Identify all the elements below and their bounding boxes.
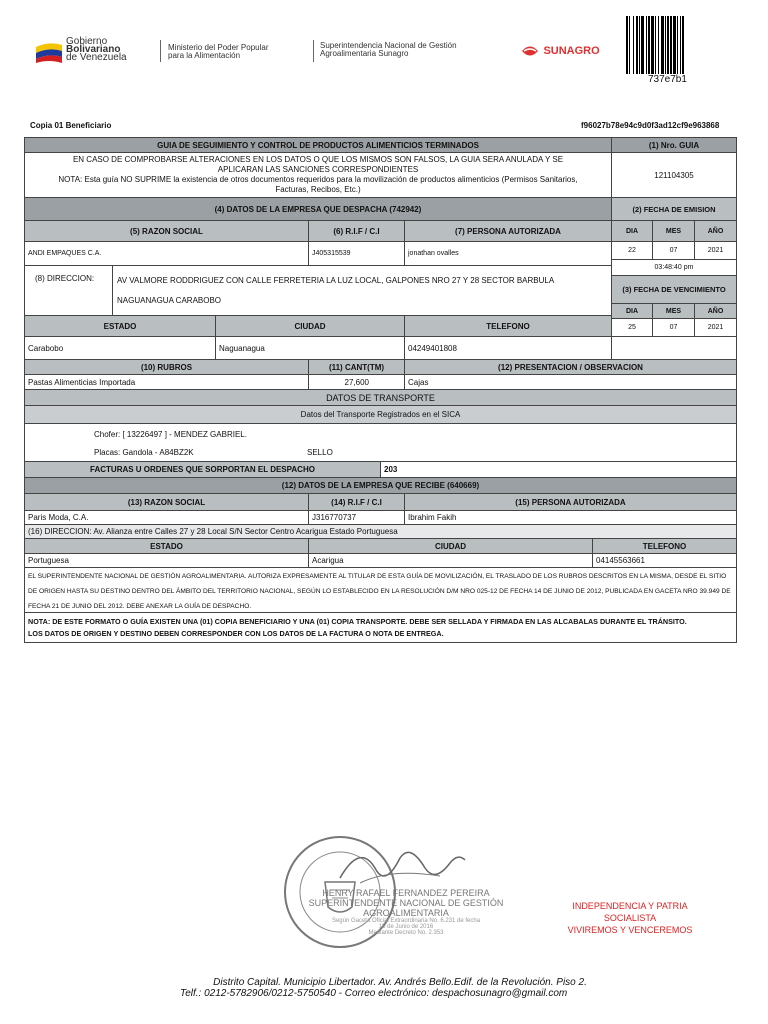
product-presentacion: Cajas bbox=[404, 374, 737, 390]
gov-line2: Bolivariano bbox=[66, 44, 121, 55]
sender-persona: jonathan ovalles bbox=[404, 241, 612, 266]
barcode-bar bbox=[673, 16, 676, 74]
guide-warning: EN CASO DE COMPROBARSE ALTERACIONES EN LOS DATOS O QUE LOS MISMOS SON FALSOS, LA GUIA SERA ANULADA Y SE APLICARAN LAS SANCIONES CORRESPONDIENTES bbox=[72, 155, 564, 174]
expiry-mes-label: MES bbox=[652, 303, 695, 319]
slogan-line3: VIVIREMOS Y VENCEREMOS bbox=[567, 925, 693, 935]
estado-label: ESTADO bbox=[24, 315, 216, 337]
rubros-label: (10) RUBROS bbox=[24, 359, 309, 375]
persona-label: (7) PERSONA AUTORIZADA bbox=[404, 220, 612, 242]
gaceta-line3: Mediante Decreto No. 2.353 bbox=[368, 930, 444, 936]
product-cant: 27,600 bbox=[308, 374, 405, 390]
gaceta-line2: 15 de Junio de 2016 bbox=[378, 924, 434, 930]
barcode-text: 737e7b1 bbox=[648, 74, 687, 85]
sender-direccion-line1: AV VALMORE RODDRIGUEZ CON CALLE FERRETERIA LA LUZ LOCAL, GALPONES NRO 27 Y 28 SECTOR BARBULA bbox=[117, 275, 555, 285]
signatory-title2: AGROALIMENTARIA bbox=[363, 908, 449, 918]
expiry-dia: 25 bbox=[611, 318, 653, 337]
receiver-estado-label: ESTADO bbox=[24, 538, 309, 554]
sender-razon: ANDI EMPAQUES C.A. bbox=[24, 241, 309, 266]
barcode-bar bbox=[680, 16, 681, 74]
barcode-bar bbox=[677, 16, 678, 74]
signature-block bbox=[296, 888, 516, 936]
barcode-bar bbox=[655, 16, 656, 74]
barcode-bar bbox=[658, 16, 659, 74]
barcode-bar bbox=[629, 16, 630, 74]
sender-rif: J405315539 bbox=[308, 241, 405, 266]
receiver-rif-label: (14) R.I.F / C.I bbox=[308, 493, 405, 511]
divider bbox=[160, 40, 161, 62]
emission-mes-label: MES bbox=[652, 220, 695, 242]
sunagro-logo bbox=[521, 42, 600, 60]
direccion-box bbox=[112, 265, 612, 316]
emission-dia-label: DIA bbox=[611, 220, 653, 242]
transport-placas: Placas: Gandola - A84BZ2K bbox=[94, 448, 194, 457]
gov-line3: de Venezuela bbox=[66, 52, 127, 63]
barcode-bar bbox=[639, 16, 640, 74]
barcode bbox=[626, 16, 736, 74]
superint-line2: Agroalimentaria Sunagro bbox=[320, 49, 409, 58]
gov-line1: Gobierno bbox=[66, 36, 108, 47]
barcode-bar bbox=[636, 16, 638, 74]
cant-label: (11) CANT(TM) bbox=[308, 359, 405, 375]
sunagro-leaf-icon bbox=[521, 44, 539, 58]
slogan-line2: SOCIALISTA bbox=[603, 913, 657, 923]
facturas-value: 203 bbox=[380, 461, 737, 478]
receiver-persona: Ibrahim Fakih bbox=[404, 510, 737, 525]
receiver-persona-label: (15) PERSONA AUTORIZADA bbox=[404, 493, 737, 511]
barcode-bar bbox=[641, 16, 644, 74]
receiver-ciudad-label: CIUDAD bbox=[308, 538, 593, 554]
footer-line2: Telf.: 0212-5782906/0212-5750540 - Correo electrónico: despachosunagro@gmail.com bbox=[180, 988, 568, 999]
direccion-label: (8) DIRECCION: bbox=[24, 265, 113, 316]
document-hash: f96027b78e94c9d0f3ad12cf9e963868 bbox=[581, 121, 720, 130]
divider bbox=[313, 40, 314, 62]
guide-note: NOTA: Esta guía NO SUPRIME la existencia de otros documentos requeridos para la movilización de productos alimenticios (Permisos Sanitarios, Facturas, Recibos, Etc.) bbox=[58, 175, 578, 194]
footer bbox=[180, 977, 620, 999]
receiver-telefono: 04145563661 bbox=[592, 553, 737, 568]
superint-line1: Superintendencia Nacional de Gestión bbox=[320, 41, 457, 50]
copy-label: Copia 01 Beneficiario bbox=[30, 121, 112, 130]
nro-guia-label: (1) Nro. GUIA bbox=[611, 137, 737, 153]
expiry-mes: 07 bbox=[652, 318, 695, 337]
sender-ciudad: Naguanagua bbox=[215, 336, 405, 360]
barcode-bar bbox=[667, 16, 669, 74]
note-box bbox=[24, 612, 737, 643]
sender-telefono: 04249401808 bbox=[404, 336, 612, 360]
legal-text: EL SUPERINTENDENTE NACIONAL DE GESTIÓN AGROALIMENTARIA. AUTORIZA EXPRESAMENTE AL TITULAR DE ESTA GUÍA DE MOVILIZACIÓN, EL TRASLADO DE LOS RUBROS DESCRITOS EN LA MISMA, DESDE EL SITIO DE ORIGEN HASTA SU DESTINO DENTRO DEL ÁMBITO DEL TERRITORIO NACIONAL, SEGÚN LO ESTABLECIDO EN LA RESOLUCIÓN D/M NRO 025-12 DE FECHA 14 DE JUNIO DE 2012, PUBLICADA EN GACETA NRO 39.949 DE FECHA 21 DE JUNIO DEL 2012. DEBE ANEXAR LA GUÍA DE DESPACHO. bbox=[28, 573, 731, 610]
gaceta-line1: Según Gaceta Oficial Extraordinaria No. 6.231 de fecha bbox=[331, 918, 481, 924]
signatory-title1: SUPERINTENDENTE NACIONAL DE GESTIÓN bbox=[308, 898, 504, 908]
barcode-bar bbox=[661, 16, 664, 74]
telefono-label: TELEFONO bbox=[404, 315, 612, 337]
expiry-dia-label: DIA bbox=[611, 303, 653, 319]
expiry-ano-label: AÑO bbox=[694, 303, 737, 319]
barcode-bar bbox=[648, 16, 650, 74]
receiver-telefono-label: TELEFONO bbox=[592, 538, 737, 554]
transport-sello: SELLO bbox=[307, 448, 333, 457]
slogan bbox=[560, 900, 700, 936]
receiver-ciudad: Acarigua bbox=[308, 553, 593, 568]
barcode-bar bbox=[626, 16, 628, 74]
transport-subtitle: Datos del Transporte Registrados en el SICA bbox=[24, 405, 737, 424]
product-rubro: Pastas Alimenticias Importada bbox=[24, 374, 309, 390]
emission-dia: 22 bbox=[611, 241, 653, 260]
presentacion-label: (12) PRESENTACION / OBSERVACION bbox=[404, 359, 737, 375]
receiver-section-title: (12) DATOS DE LA EMPRESA QUE RECIBE (640669) bbox=[24, 477, 737, 494]
guide-title: GUIA DE SEGUIMIENTO Y CONTROL DE PRODUCTOS ALIMENTICIOS TERMINADOS bbox=[24, 137, 612, 153]
expiry-ano: 2021 bbox=[694, 318, 737, 337]
barcode-bar bbox=[670, 16, 672, 74]
emission-ano-label: AÑO bbox=[694, 220, 737, 242]
emission-label: (2) FECHA DE EMISION bbox=[611, 197, 737, 221]
barcode-bar bbox=[665, 16, 666, 74]
blank-cell bbox=[611, 336, 737, 360]
nro-guia-value: 121104305 bbox=[611, 152, 737, 198]
ministry-line1: Ministerio del Poder Popular bbox=[168, 43, 269, 52]
sender-estado: Carabobo bbox=[24, 336, 216, 360]
barcode-bar bbox=[682, 16, 684, 74]
sender-section-title: (4) DATOS DE LA EMPRESA QUE DESPACHA (742942) bbox=[24, 197, 612, 221]
ministry-line2: para la Alimentación bbox=[168, 51, 241, 60]
receiver-rif: J316770737 bbox=[308, 510, 405, 525]
receiver-direccion: (16) DIRECCION: Av. Alianza entre Calles 27 y 28 Local S/N Sector Centro Acarigua Estado Portuguesa bbox=[24, 524, 737, 539]
signatory-name: HENRY RAFAEL FERNANDEZ PEREIRA bbox=[322, 888, 490, 898]
transport-chofer: Chofer: [ 13226497 ] - MENDEZ GABRIEL. bbox=[94, 430, 247, 439]
venezuela-flag-icon bbox=[36, 41, 62, 63]
sender-direccion-line2: NAGUANAGUA CARABOBO bbox=[117, 296, 222, 306]
expiry-label: (3) FECHA DE VENCIMIENTO bbox=[611, 275, 737, 304]
slogan-line1: INDEPENDENCIA Y PATRIA bbox=[572, 901, 688, 911]
note-bold-1: NOTA: DE ESTE FORMATO O GUÍA EXISTEN UNA (01) COPIA BENEFICIARIO Y UNA (01) COPIA TRANSPORTE. DEBE SER SELLADA Y FIRMADA EN LAS ALCABALAS DURANTE EL TRÁNSITO. bbox=[28, 616, 687, 626]
ciudad-label: CIUDAD bbox=[215, 315, 405, 337]
receiver-razon: Paris Moda, C.A. bbox=[24, 510, 309, 525]
barcode-bar bbox=[646, 16, 647, 74]
transport-title: DATOS DE TRANSPORTE bbox=[24, 389, 737, 406]
receiver-razon-label: (13) RAZON SOCIAL bbox=[24, 493, 309, 511]
barcode-bar bbox=[651, 16, 654, 74]
note-bold-2: LOS DATOS DE ORIGEN Y DESTINO DEBEN CORRESPONDER CON LOS DATOS DE LA FACTURA O NOTA DE ENTREGA. bbox=[28, 629, 444, 639]
guide-warning-box bbox=[24, 152, 612, 198]
rif-label: (6) R.I.F / C.I bbox=[308, 220, 405, 242]
facturas-label: FACTURAS U ORDENES QUE SORPORTAN EL DESPACHO bbox=[24, 461, 381, 478]
emission-mes: 07 bbox=[652, 241, 695, 260]
barcode-bar bbox=[633, 16, 634, 74]
emission-time: 03:48:40 pm bbox=[611, 259, 737, 276]
receiver-estado: Portuguesa bbox=[24, 553, 309, 568]
razon-label: (5) RAZON SOCIAL bbox=[24, 220, 309, 242]
emission-ano: 2021 bbox=[694, 241, 737, 260]
gov-logo bbox=[36, 38, 156, 66]
sunagro-text: SUNAGRO bbox=[543, 44, 600, 57]
footer-line1: Distrito Capital. Municipio Libertador. Av. Andrés Bello.Edif. de la Revolución. Piso 2. bbox=[213, 977, 587, 988]
